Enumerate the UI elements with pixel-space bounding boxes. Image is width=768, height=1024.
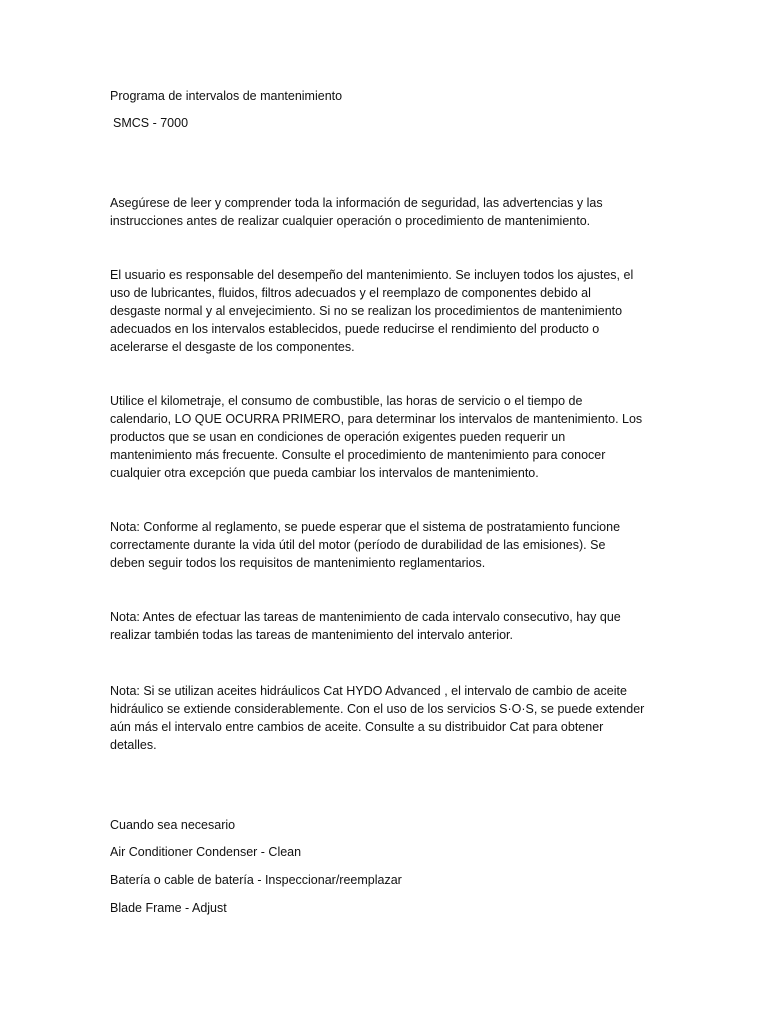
note-hydraulic-oil-paragraph <box>110 682 644 754</box>
paragraph-line: aún más el intervalo entre cambios de aceite. Consulte a su distribuidor Cat para obtener <box>110 720 604 734</box>
paragraph-line: cualquier otra excepción que pueda cambiar los intervalos de mantenimiento. <box>110 466 539 480</box>
paragraph-line: Nota: Conforme al reglamento, se puede esperar que el sistema de postratamiento funcione <box>110 520 621 534</box>
paragraph-line: deben seguir todos los requisitos de mantenimiento reglamentarios. <box>110 556 486 570</box>
paragraph-line: calendario, LO QUE OCURRA PRIMERO, para determinar los intervalos de mantenimiento. Los <box>110 412 643 426</box>
paragraph-line: Nota: Si se utilizan aceites hidráulicos Cat HYDO Advanced , el intervalo de cambio de aceite <box>110 684 627 698</box>
paragraph-line: mantenimiento más frecuente. Consulte el procedimiento de mantenimiento para conocer <box>110 448 606 462</box>
paragraph-line: acelerarse el desgaste de los componentes. <box>110 340 355 354</box>
note-consecutive-interval-paragraph <box>110 608 621 644</box>
paragraph-line: realizar también todas las tareas de mantenimiento del intervalo anterior. <box>110 628 513 642</box>
paragraph-line: El usuario es responsable del desempeño del mantenimiento. Se incluyen todos los ajustes, el <box>110 268 634 282</box>
paragraph-line: instrucciones antes de realizar cualquier operación o procedimiento de mantenimiento. <box>110 214 591 228</box>
maintenance-item: Blade Frame - Adjust <box>110 901 227 915</box>
intervals-paragraph <box>110 392 642 482</box>
smcs-code: SMCS - 7000 <box>113 116 189 130</box>
paragraph-line: productos que se usan en condiciones de operación exigentes pueden requerir un <box>110 430 566 444</box>
document-title: Programa de intervalos de mantenimiento <box>110 89 343 103</box>
section-heading: Cuando sea necesario <box>110 818 236 832</box>
paragraph-line: Asegúrese de leer y comprender toda la información de seguridad, las advertencias y las <box>110 196 603 210</box>
note-aftertreatment-paragraph <box>110 518 620 572</box>
paragraph-line: correctamente durante la vida útil del motor (período de durabilidad de las emisiones). Se <box>110 538 606 552</box>
paragraph-line: Utilice el kilometraje, el consumo de combustible, las horas de servicio o el tiempo de <box>110 394 583 408</box>
responsibility-paragraph <box>110 266 633 356</box>
paragraph-line: desgaste normal y al envejecimiento. Si no se realizan los procedimientos de mantenimiento <box>110 304 623 318</box>
maintenance-item: Air Conditioner Condenser - Clean <box>110 845 302 859</box>
paragraph-line: uso de lubricantes, fluidos, filtros adecuados y el reemplazo de componentes debido al <box>110 286 591 300</box>
safety-paragraph <box>110 194 603 230</box>
paragraph-line: detalles. <box>110 738 157 752</box>
paragraph-line: Nota: Antes de efectuar las tareas de mantenimiento de cada intervalo consecutivo, hay que <box>110 610 621 624</box>
paragraph-line: adecuados en los intervalos establecidos, puede reducirse el rendimiento del producto o <box>110 322 600 336</box>
maintenance-item: Batería o cable de batería - Inspeccionar/reemplazar <box>110 873 402 887</box>
paragraph-line: hidráulico se extiende considerablemente. Con el uso de los servicios S·O·S, se puede extender <box>110 702 645 716</box>
